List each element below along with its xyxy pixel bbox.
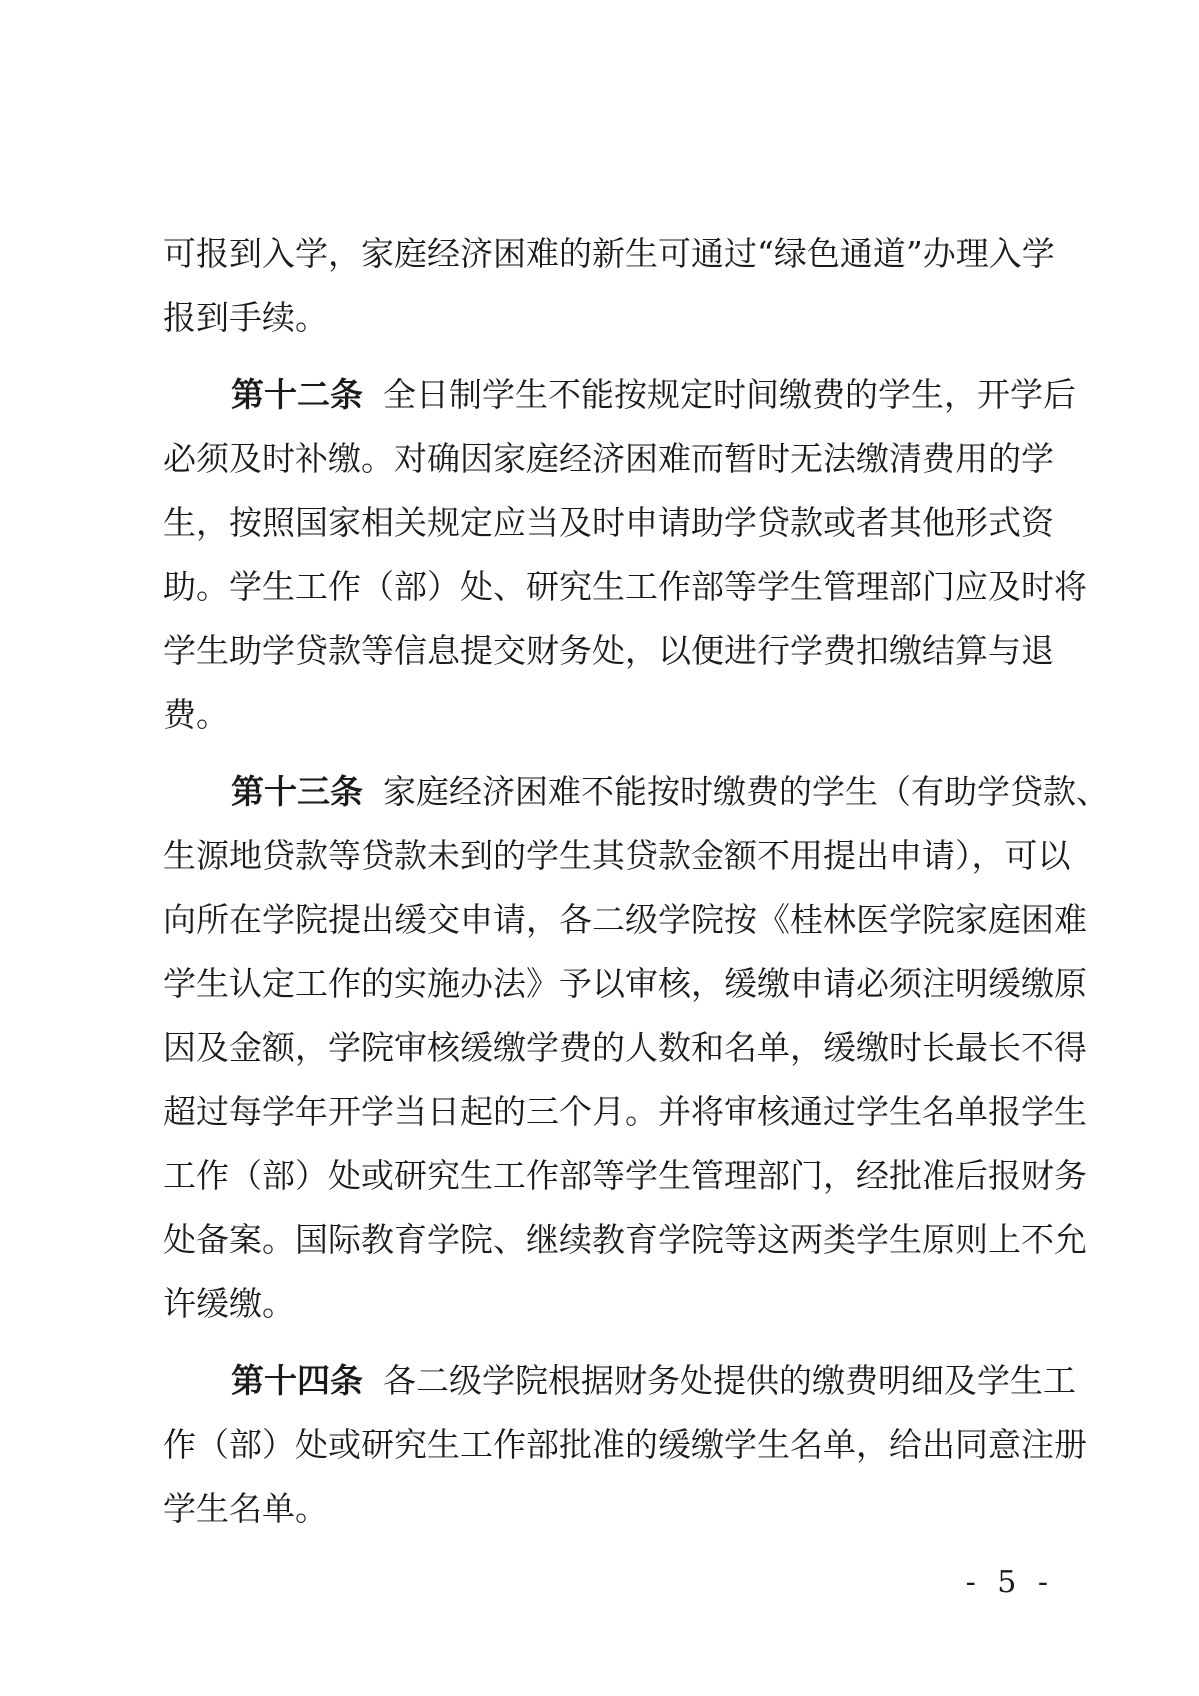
paragraph-line: 作（部）处或研究生工作部批准的缓缴学生名单，给出同意注册 xyxy=(163,1425,1087,1464)
article-14-first-line xyxy=(163,1349,1076,1413)
article-text: 全日制学生不能按规定时间缴费的学生，开学后 xyxy=(383,375,1076,414)
paragraph-line: 费。 xyxy=(163,695,229,734)
paragraph-line: 学生助学贷款等信息提交财务处，以便进行学费扣缴结算与退 xyxy=(163,631,1054,670)
article-number: 第十三条 xyxy=(231,772,363,811)
paragraph-line: 生源地贷款等贷款未到的学生其贷款金额不用提出申请），可以 xyxy=(163,836,1071,875)
article-number: 第十四条 xyxy=(231,1361,363,1400)
paragraph-line: 超过每学年开学当日起的三个月。并将审核通过学生名单报学生 xyxy=(163,1092,1087,1131)
article-text: 家庭经济困难不能按时缴费的学生（有助学贷款、 xyxy=(383,772,1109,811)
article-13-first-line xyxy=(163,760,1109,824)
paragraph-line: 学生名单。 xyxy=(163,1489,328,1528)
page-number: - 5 - xyxy=(965,1565,1054,1600)
paragraph-line: 许缓缴。 xyxy=(163,1284,295,1323)
paragraph-line: 报到手续。 xyxy=(163,298,328,337)
article-number: 第十二条 xyxy=(231,375,363,414)
paragraph-line: 因及金额，学院审核缓缴学费的人数和名单，缓缴时长最长不得 xyxy=(163,1028,1087,1067)
paragraph-line: 处备案。国际教育学院、继续教育学院等这两类学生原则上不允 xyxy=(163,1220,1087,1259)
article-text: 各二级学院根据财务处提供的缴费明细及学生工 xyxy=(383,1361,1076,1400)
article-12-first-line xyxy=(163,363,1076,427)
paragraph-line: 可报到入学，家庭经济困难的新生可通过“绿色通道”办理入学 xyxy=(163,234,1055,273)
paragraph-line: 必须及时补缴。对确因家庭经济困难而暂时无法缴清费用的学 xyxy=(163,439,1054,478)
document-body xyxy=(163,222,1109,1541)
paragraph-line: 工作（部）处或研究生工作部等学生管理部门，经批准后报财务 xyxy=(163,1156,1087,1195)
paragraph-line: 生，按照国家相关规定应当及时申请助学贷款或者其他形式资 xyxy=(163,503,1054,542)
paragraph-line: 向所在学院提出缓交申请，各二级学院按《桂林医学院家庭困难 xyxy=(163,900,1087,939)
paragraph-line: 助。学生工作（部）处、研究生工作部等学生管理部门应及时将 xyxy=(163,567,1087,606)
paragraph-line: 学生认定工作的实施办法》予以审核，缓缴申请必须注明缓缴原 xyxy=(163,964,1087,1003)
